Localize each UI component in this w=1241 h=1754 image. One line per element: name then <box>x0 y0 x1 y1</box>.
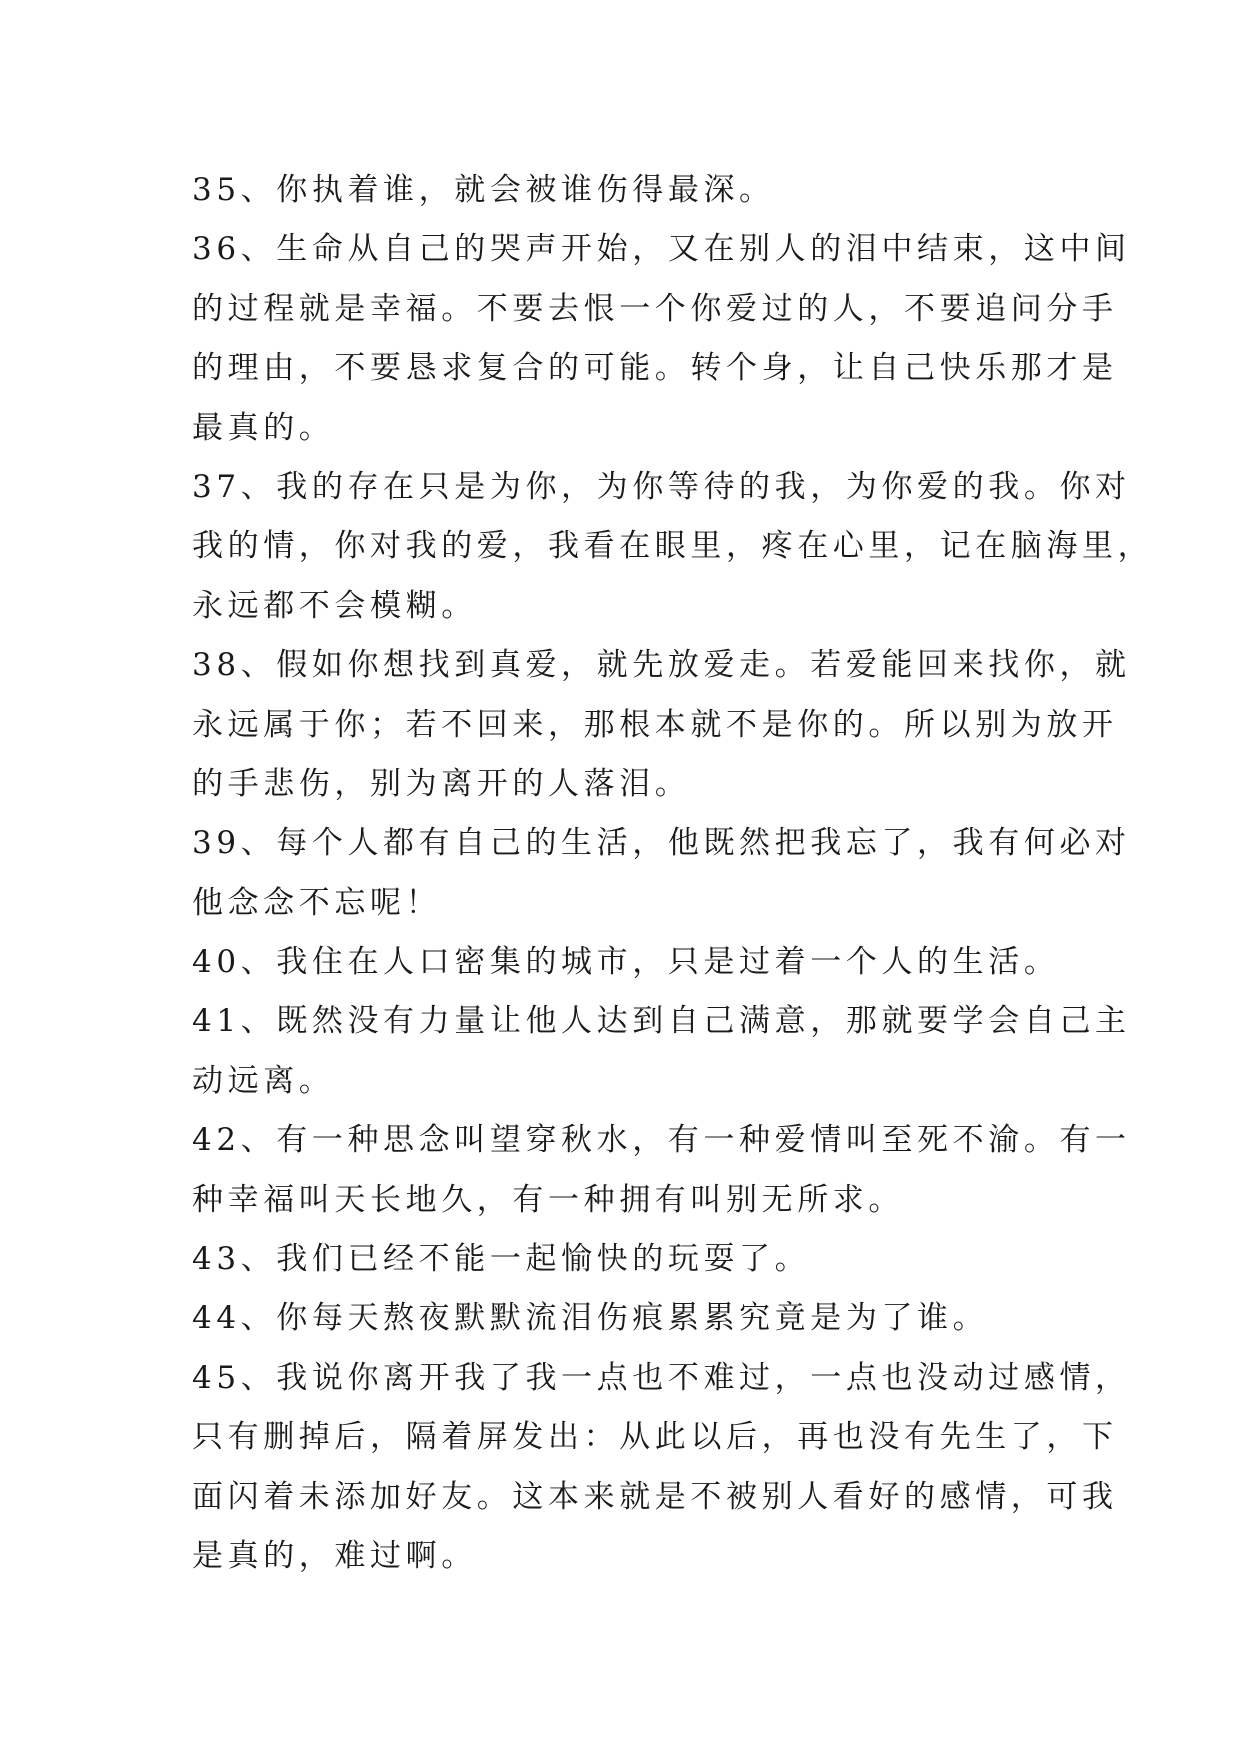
text-line: 44、你每天熬夜默默流泪伤痕累累究竟是为了谁。 <box>192 1300 989 1337</box>
text-line: 他念念不忘呢！ <box>192 884 442 921</box>
text-line: 的理由，不要恳求复合的可能。转个身，让自己快乐那才是 <box>192 350 1118 387</box>
text-line: 动远离。 <box>192 1062 335 1099</box>
text-line: 38、假如你想找到真爱，就先放爱走。若爱能回来找你，就 <box>192 647 1131 684</box>
text-line: 面闪着未添加好友。这本来就是不被别人看好的感情，可我 <box>192 1478 1118 1515</box>
text-line: 39、每个人都有自己的生活，他既然把我忘了，我有何必对 <box>192 825 1131 862</box>
text-line: 36、生命从自己的哭声开始，又在别人的泪中结束，这中间 <box>192 231 1131 268</box>
text-line: 种幸福叫天长地久，有一种拥有叫别无所求。 <box>192 1181 904 1218</box>
text-line: 只有删掉后，隔着屏发出：从此以后，再也没有先生了，下 <box>192 1419 1118 1456</box>
text-line: 最真的。 <box>192 409 335 446</box>
text-line: 永远都不会模糊。 <box>192 587 477 624</box>
text-line: 37、我的存在只是为你，为你等待的我，为你爱的我。你对 <box>192 468 1131 505</box>
text-line: 的手悲伤，别为离开的人落泪。 <box>192 765 691 802</box>
text-line: 我的情，你对我的爱，我看在眼里，疼在心里，记在脑海里， <box>192 528 1154 565</box>
text-line: 42、有一种思念叫望穿秋水，有一种爱情叫至死不渝。有一 <box>192 1122 1131 1159</box>
text-line: 45、我说你离开我了我一点也不难过，一点也没动过感情， <box>192 1359 1131 1396</box>
text-line: 永远属于你；若不回来，那根本就不是你的。所以别为放开 <box>192 706 1118 743</box>
text-line: 是真的，难过啊。 <box>192 1537 477 1574</box>
text-line: 40、我住在人口密集的城市，只是过着一个人的生活。 <box>192 944 1060 981</box>
text-line: 的过程就是幸福。不要去恨一个你爱过的人，不要追问分手 <box>192 290 1118 327</box>
text-line: 35、你执着谁，就会被谁伤得最深。 <box>192 172 775 208</box>
text-line: 43、我们已经不能一起愉快的玩耍了。 <box>192 1241 811 1278</box>
text-line: 41、既然没有力量让他人达到自己满意，那就要学会自己主 <box>192 1003 1131 1040</box>
document-body <box>192 161 1154 1586</box>
